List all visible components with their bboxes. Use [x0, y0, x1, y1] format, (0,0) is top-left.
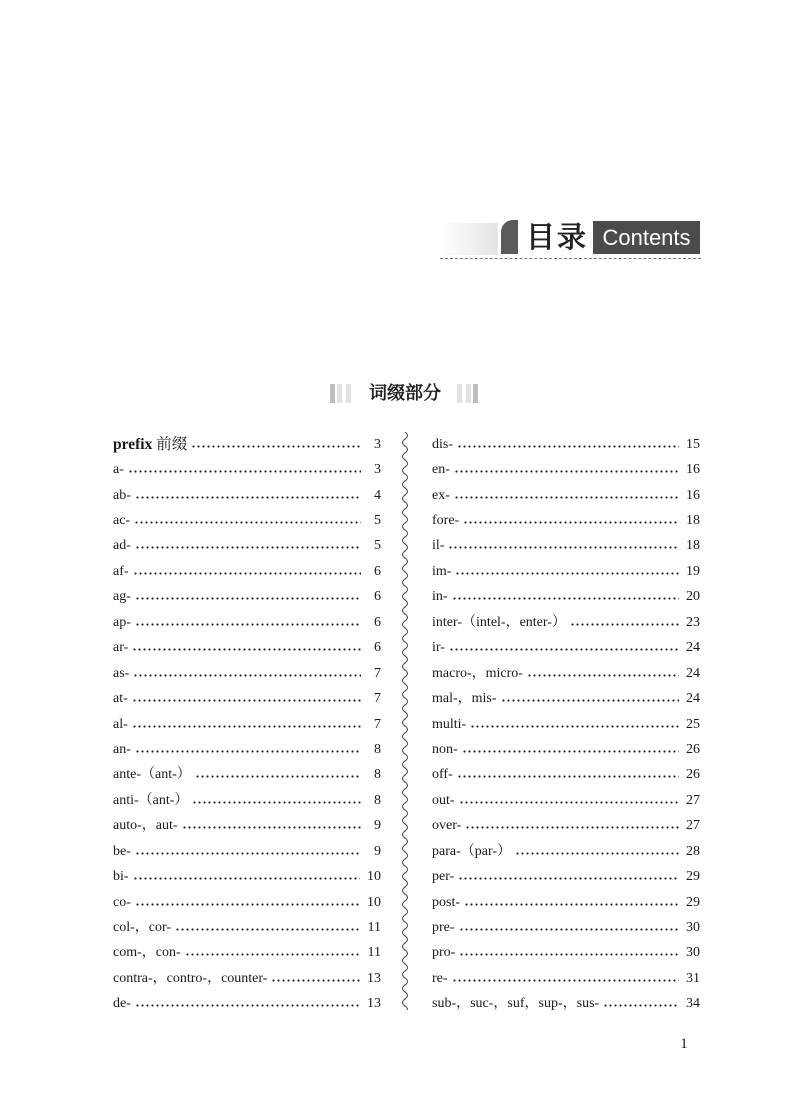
- toc-entry-term: af-: [113, 563, 129, 579]
- header-dashed-rule: [440, 258, 701, 259]
- toc-entry-page: 30: [686, 920, 700, 936]
- toc-dot-leader: [454, 491, 679, 501]
- toc-entry[interactable]: [113, 992, 381, 1017]
- toc-entry[interactable]: [113, 737, 381, 762]
- toc-entry[interactable]: [113, 661, 381, 686]
- toc-entry-term: al-: [113, 716, 128, 732]
- toc-entry[interactable]: [113, 610, 381, 635]
- toc-entry-page: 7: [374, 716, 381, 732]
- toc-dot-leader: [459, 923, 679, 933]
- toc-dot-leader: [191, 440, 361, 450]
- toc-entry-page: 10: [367, 894, 381, 910]
- toc-entry-page: 8: [374, 767, 381, 783]
- toc-entry[interactable]: [432, 712, 700, 737]
- bracket-right-inner: [466, 384, 471, 403]
- toc-entry-page: 34: [686, 996, 700, 1012]
- toc-entry-term: per-: [432, 869, 455, 885]
- toc-entry[interactable]: [113, 585, 381, 610]
- toc-entry-term: mal-，mis-: [432, 691, 497, 707]
- toc-dot-leader: [458, 872, 679, 882]
- bracket-left-inner2: [346, 384, 351, 403]
- toc-entry-page: 24: [686, 640, 700, 656]
- toc-entry-page: 25: [686, 716, 700, 732]
- toc-dot-leader: [133, 567, 361, 577]
- toc-entry-term: as-: [113, 665, 130, 681]
- toc-entry-page: 5: [374, 538, 381, 554]
- toc-entry-term: bi-: [113, 869, 129, 885]
- toc-entry-page: 31: [686, 970, 700, 986]
- toc-entry-term: ac-: [113, 513, 131, 529]
- toc-entry-page: 6: [374, 614, 381, 630]
- toc-entry-page: 11: [367, 920, 381, 936]
- toc-entry-page: 4: [374, 487, 381, 503]
- toc-entry[interactable]: [432, 864, 700, 889]
- toc-dot-leader: [459, 796, 679, 806]
- toc-dot-leader: [515, 847, 679, 857]
- toc-entry-page: 28: [686, 843, 700, 859]
- toc-entry-term: non-: [432, 741, 458, 757]
- toc-entry[interactable]: [113, 814, 381, 839]
- toc-dot-leader: [452, 592, 679, 602]
- toc-entry-page: 7: [374, 691, 381, 707]
- toc-dot-leader: [603, 999, 679, 1009]
- toc-entry-page: 16: [686, 487, 700, 503]
- toc-dot-leader: [135, 898, 360, 908]
- toc-entry-page: 26: [686, 741, 700, 757]
- toc-entry[interactable]: [432, 610, 700, 635]
- toc-entry-term: fore-: [432, 513, 460, 529]
- toc-dot-leader: [457, 440, 679, 450]
- toc-entry-term: be-: [113, 843, 131, 859]
- toc-entry-term: de-: [113, 996, 131, 1012]
- toc-dot-leader: [465, 821, 679, 831]
- toc-entry-term: il-: [432, 538, 445, 554]
- toc-dot-leader: [271, 974, 360, 984]
- toc-entry[interactable]: [432, 966, 700, 991]
- toc-dot-leader: [470, 720, 679, 730]
- toc-dot-leader: [570, 618, 679, 628]
- toc-entry-term: over-: [432, 818, 462, 834]
- toc-entry[interactable]: [432, 763, 700, 788]
- toc-entry[interactable]: [113, 966, 381, 991]
- toc-dot-leader: [454, 465, 679, 475]
- toc-entry-term: multi-: [432, 716, 467, 732]
- toc-entry-term: a-: [113, 462, 124, 478]
- toc-entry-page: 13: [367, 996, 381, 1012]
- toc-entry[interactable]: [113, 483, 381, 508]
- toc-entry-page: 9: [374, 818, 381, 834]
- toc-entry[interactable]: [113, 508, 381, 533]
- toc-dot-leader: [192, 796, 361, 806]
- toc-entry-term: re-: [432, 970, 448, 986]
- toc-entry[interactable]: [432, 636, 700, 661]
- toc-dot-leader: [455, 567, 679, 577]
- toc-heading-term: prefix: [113, 435, 153, 453]
- toc-dot-leader: [135, 491, 361, 501]
- header-tab-decoration: [501, 220, 518, 254]
- toc-entry-term: auto-，aut-: [113, 818, 178, 834]
- divider-wave: [403, 432, 408, 1010]
- bracket-right-inner2: [457, 384, 462, 403]
- toc-entry[interactable]: [432, 814, 700, 839]
- toc-entry-term: out-: [432, 792, 455, 808]
- header-gradient-decoration: [440, 223, 498, 255]
- toc-entry-term: im-: [432, 563, 452, 579]
- toc-dot-leader: [135, 847, 361, 857]
- toc-dot-leader: [128, 465, 361, 475]
- toc-entry[interactable]: [432, 432, 700, 457]
- toc-entry[interactable]: [432, 737, 700, 762]
- toc-entry-term: ad-: [113, 538, 131, 554]
- toc-dot-leader: [133, 872, 360, 882]
- toc-dot-leader: [459, 948, 679, 958]
- toc-entry[interactable]: [113, 915, 381, 940]
- toc-entry-page: 3: [374, 462, 381, 478]
- toc-entry-page: 9: [374, 843, 381, 859]
- toc-heading-term-zh: 前缀: [156, 435, 188, 453]
- section-heading: [328, 380, 480, 408]
- toc-entry[interactable]: [432, 661, 700, 686]
- toc-entry[interactable]: [113, 864, 381, 889]
- toc-entry[interactable]: [113, 788, 381, 813]
- toc-entry[interactable]: [432, 559, 700, 584]
- toc-entry-term: post-: [432, 894, 460, 910]
- toc-entry-page: 6: [374, 640, 381, 656]
- toc-entry-page: 27: [686, 792, 700, 808]
- page-number: 1: [680, 1036, 688, 1052]
- toc-entry-term: ap-: [113, 614, 131, 630]
- toc-entry-term: com-，con-: [113, 945, 181, 961]
- toc-dot-leader: [135, 541, 361, 551]
- toc-entry-page: 20: [686, 589, 700, 605]
- section-title: 词缀部分: [369, 383, 441, 404]
- toc-right-column: [432, 432, 700, 1017]
- toc-entry-term: col-，cor-: [113, 920, 172, 936]
- toc-entry-term: macro-，micro-: [432, 665, 523, 681]
- toc-entry-page: 29: [686, 869, 700, 885]
- toc-entry-page: 16: [686, 462, 700, 478]
- toc-dot-leader: [132, 720, 361, 730]
- toc-entry-term: [113, 437, 187, 453]
- toc-entry-term: ar-: [113, 640, 129, 656]
- toc-entry[interactable]: [113, 941, 381, 966]
- toc-entry-page: 23: [686, 614, 700, 630]
- toc-entry-term: co-: [113, 894, 131, 910]
- toc-entry[interactable]: [113, 890, 381, 915]
- toc-dot-leader: [182, 821, 361, 831]
- toc-dot-leader: [457, 770, 679, 780]
- toc-entry-term: en-: [432, 462, 450, 478]
- toc-left-column: [113, 432, 381, 1017]
- toc-entry-term: at-: [113, 691, 128, 707]
- toc-entry[interactable]: [432, 890, 700, 915]
- toc-entry-term: anti-（ant-）: [113, 792, 189, 808]
- toc-dot-leader: [462, 745, 679, 755]
- toc-entry[interactable]: [432, 585, 700, 610]
- toc-entry[interactable]: [432, 508, 700, 533]
- toc-entry-page: 8: [374, 741, 381, 757]
- toc-entry-page: 3: [374, 436, 381, 452]
- toc-entry-page: 5: [374, 513, 381, 529]
- toc-dot-leader: [463, 516, 679, 526]
- toc-entry-term: sub-，suc-，suf，sup-，sus-: [432, 996, 600, 1012]
- toc-entry-term: pre-: [432, 920, 455, 936]
- toc-entry-term: pro-: [432, 945, 456, 961]
- toc-entry-page: 8: [374, 792, 381, 808]
- toc-entry[interactable]: [113, 636, 381, 661]
- toc-dot-leader: [452, 974, 679, 984]
- bracket-left-outer: [330, 384, 335, 403]
- toc-entry-term: para-（par-）: [432, 843, 512, 859]
- bracket-left-inner: [337, 384, 342, 403]
- toc-entry[interactable]: [113, 686, 381, 711]
- toc-entry-page: 11: [367, 945, 381, 961]
- toc-dot-leader: [135, 745, 361, 755]
- toc-entry[interactable]: [432, 457, 700, 482]
- toc-entry-page: 27: [686, 818, 700, 834]
- toc-entry-page: 24: [686, 665, 700, 681]
- toc-entry[interactable]: [113, 763, 381, 788]
- header-title-zh: 目录: [526, 220, 589, 254]
- toc-entry[interactable]: [432, 941, 700, 966]
- toc-entry-page: 24: [686, 691, 700, 707]
- toc-entry[interactable]: [432, 915, 700, 940]
- toc-dot-leader: [185, 948, 361, 958]
- toc-dot-leader: [134, 516, 361, 526]
- toc-entry-term: off-: [432, 767, 453, 783]
- toc-entry-term: in-: [432, 589, 448, 605]
- toc-dot-leader: [195, 770, 361, 780]
- toc-entry-page: 26: [686, 767, 700, 783]
- toc-entry-page: 29: [686, 894, 700, 910]
- toc-entry-term: contra-，contro-，counter-: [113, 970, 268, 986]
- toc-dot-leader: [132, 694, 361, 704]
- toc-entry[interactable]: [432, 839, 700, 864]
- toc-dot-leader: [135, 618, 361, 628]
- toc-entry[interactable]: [432, 686, 700, 711]
- toc-entry-page: 19: [686, 563, 700, 579]
- toc-dot-leader: [135, 592, 361, 602]
- toc-dot-leader: [501, 694, 679, 704]
- toc-entry-page: 15: [686, 436, 700, 452]
- toc-entry[interactable]: [113, 432, 381, 457]
- toc-entry-page: 18: [686, 513, 700, 529]
- toc-entry-page: 18: [686, 538, 700, 554]
- toc-entry-term: an-: [113, 741, 131, 757]
- toc-entry-term: ante-（ant-）: [113, 767, 191, 783]
- toc-entry-term: ag-: [113, 589, 131, 605]
- toc-dot-leader: [449, 643, 679, 653]
- toc-entry[interactable]: [432, 992, 700, 1017]
- toc-dot-leader: [133, 669, 361, 679]
- toc-entry[interactable]: [432, 788, 700, 813]
- toc-entry[interactable]: [113, 839, 381, 864]
- toc-dot-leader: [132, 643, 361, 653]
- toc-entry-page: 7: [374, 665, 381, 681]
- toc-entry-page: 10: [367, 869, 381, 885]
- toc-entry-term: dis-: [432, 436, 453, 452]
- toc-entry-term: ab-: [113, 487, 131, 503]
- toc-entry[interactable]: [432, 534, 700, 559]
- toc-entry-page: 13: [367, 970, 381, 986]
- toc-dot-leader: [175, 923, 360, 933]
- toc-entry-term: ex-: [432, 487, 450, 503]
- header-title-en: Contents: [593, 221, 700, 254]
- toc-entry-term: ir-: [432, 640, 445, 656]
- toc-entry[interactable]: [113, 457, 381, 482]
- toc-entry[interactable]: [113, 712, 381, 737]
- toc-entry[interactable]: [113, 559, 381, 584]
- toc-entry-page: 6: [374, 589, 381, 605]
- toc-dot-leader: [527, 669, 679, 679]
- toc-entry[interactable]: [113, 534, 381, 559]
- toc-dot-leader: [464, 898, 679, 908]
- toc-dot-leader: [448, 541, 679, 551]
- column-divider: [398, 432, 412, 1010]
- toc-entry-page: 30: [686, 945, 700, 961]
- toc-dot-leader: [135, 999, 360, 1009]
- bracket-right-outer: [473, 384, 478, 403]
- toc-entry-term: inter-（intel-，enter-）: [432, 614, 566, 630]
- toc-entry-page: 6: [374, 563, 381, 579]
- toc-entry[interactable]: [432, 483, 700, 508]
